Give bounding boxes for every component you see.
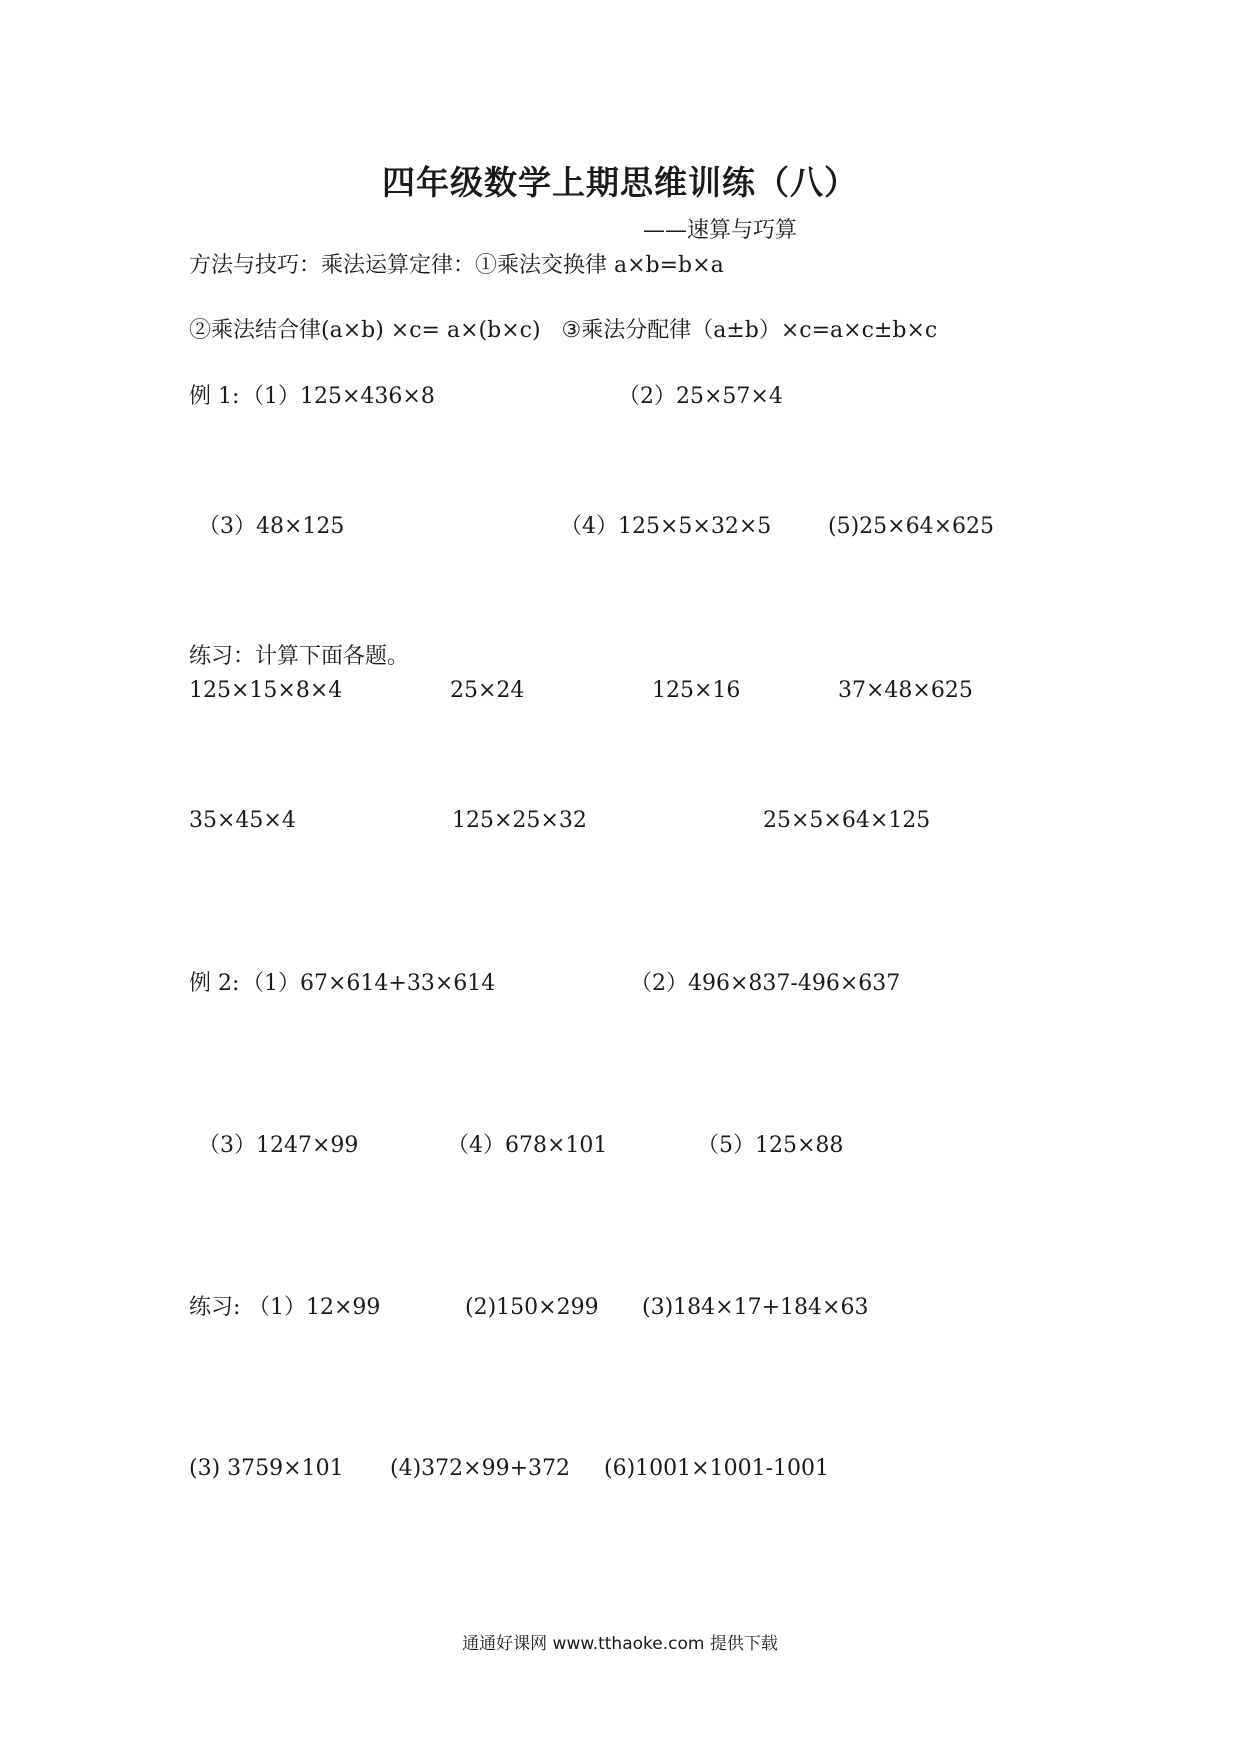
practice-1-problem-r2c3: 25×5×64×125 [763,808,931,833]
example-1-problem-5: (5)25×64×625 [828,514,995,539]
method-line-1: 方法与技巧：乘法运算定律：①乘法交换律 a×b=b×a [189,253,724,278]
practice-2-problem-4: (3) 3759×101 [189,1456,344,1481]
example-2-problem-3: （3）1247×99 [198,1133,359,1158]
example-2-problem-4: （4）678×101 [447,1133,608,1158]
page-subtitle: ——速算与巧算 [643,218,798,243]
practice-1-problem-r2c2: 125×25×32 [452,808,587,833]
practice-1-problem-r1c1: 125×15×8×4 [189,678,343,703]
example-2-problem-5: （5）125×88 [697,1133,844,1158]
method-line-2: ②乘法结合律(a×b) ×c= a×(b×c) ③乘法分配律（a±b）×c=a×c±b×c [189,318,938,343]
practice-1-problem-r2c1: 35×45×4 [189,808,296,833]
example-1-problem-2: （2）25×57×4 [618,384,783,409]
practice-1-problem-r1c3: 125×16 [652,678,741,703]
practice-2-problem-1: （1）12×99 [248,1295,381,1320]
practice-2-problem-5: (4)372×99+372 [390,1456,571,1481]
example-2-problem-2: （2）496×837-496×637 [630,971,901,996]
footer-source: 通通好课网 www.tthaoke.com 提供下载 [462,1634,778,1654]
page-title: 四年级数学上期思维训练（八） [382,163,858,202]
example-1-problem-1: （1）125×436×8 [242,384,435,409]
practice-1-problem-r1c4: 37×48×625 [838,678,973,703]
practice-2-problem-3: (3)184×17+184×63 [642,1295,869,1320]
example-2-label: 例 2: [189,971,240,996]
example-1-label: 例 1: [189,384,240,409]
practice-1-problem-r1c2: 25×24 [450,678,525,703]
practice-2-label: 练习: [189,1295,241,1320]
example-1-problem-4: （4）125×5×32×5 [560,514,772,539]
practice-1-heading: 练习：计算下面各题。 [189,644,410,669]
practice-2-problem-2: (2)150×299 [465,1295,599,1320]
example-2-problem-1: （1）67×614+33×614 [242,971,496,996]
example-1-problem-3: （3）48×125 [198,514,345,539]
practice-2-problem-6: (6)1001×1001-1001 [604,1456,829,1481]
